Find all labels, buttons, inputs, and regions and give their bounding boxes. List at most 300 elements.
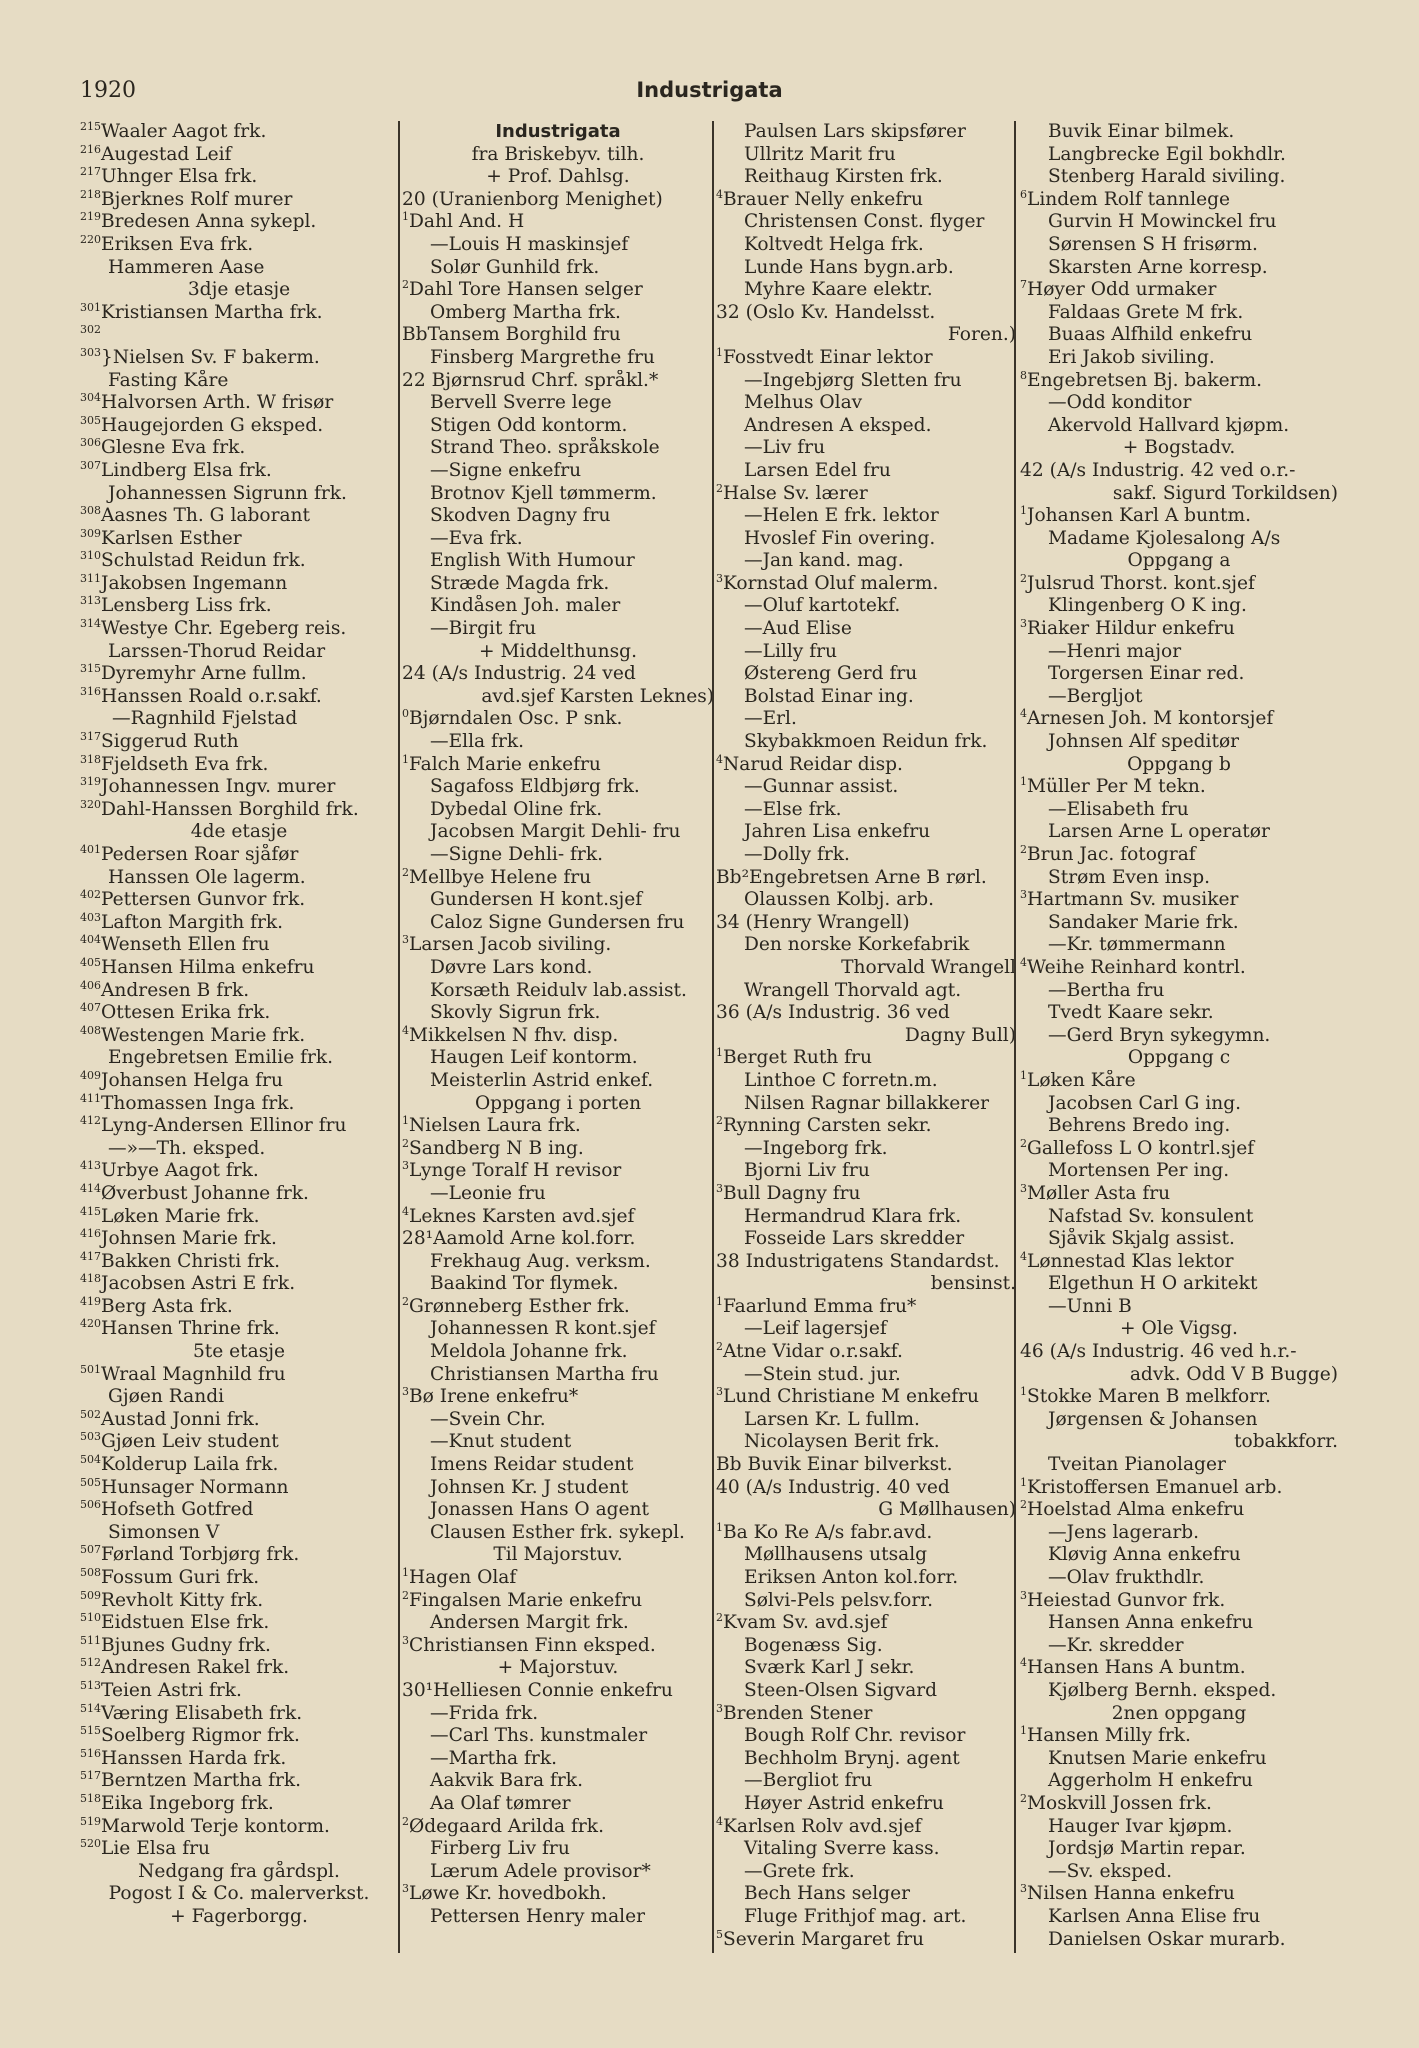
entry-text: Hansen Hans A buntm. [1027, 1657, 1246, 1679]
entry-number: 310 [80, 550, 101, 563]
entry-text: Skybakkmoen Reidun frk. [744, 731, 988, 753]
directory-line [80, 1477, 398, 1500]
entry-number: 4 [1020, 708, 1027, 721]
directory-line [1020, 234, 1338, 257]
entry-text: Berget Ruth fru [723, 1047, 872, 1069]
entry-number: 301 [80, 301, 101, 314]
directory-line [402, 1770, 714, 1793]
entry-text: Hagen Olaf [409, 1567, 517, 1588]
entry-number: 407 [80, 1002, 101, 1015]
entry-text: Hansen Thrine frk. [101, 1318, 280, 1340]
entry-number: 2 [402, 1137, 409, 1150]
entry-text: Bogenæss Sig. [744, 1634, 883, 1656]
directory-line [80, 1228, 398, 1251]
directory-line [716, 595, 1016, 618]
directory-line [80, 1002, 398, 1025]
entry-number: 409 [80, 1069, 101, 1082]
entry-number: 309 [80, 527, 101, 540]
directory-line [402, 731, 714, 754]
directory-line [402, 234, 714, 257]
directory-line [80, 370, 398, 393]
entry-text: Klingenberg O K ing. [1048, 595, 1247, 617]
entry-text: Uhnger Elsa frk. [101, 166, 258, 188]
entry-text: Dybedal Oline frk. [430, 798, 603, 820]
directory-line [402, 980, 714, 1003]
entry-text: Høyer Odd urmaker [1027, 279, 1217, 301]
entry-number: 3 [716, 1182, 723, 1195]
entry-text: Pedersen Roar sjåfør [101, 844, 299, 865]
entry-text: Jacobsen Carl G ing. [1048, 1092, 1242, 1114]
directory-line [716, 573, 1016, 596]
entry-text: Væring Elisabeth frk. [101, 1702, 303, 1724]
entry-number: 3 [1020, 618, 1027, 631]
directory-line [716, 1906, 1016, 1929]
entry-text: Larsen Jacob siviling. [409, 934, 612, 956]
entry-text: Andresen Rakel frk. [101, 1657, 290, 1679]
entry-number: 4 [1020, 1250, 1027, 1263]
directory-line [80, 980, 398, 1003]
directory-line [1020, 980, 1338, 1003]
entry-number: 1 [1020, 776, 1027, 789]
directory-line [1020, 550, 1338, 573]
directory-line [1020, 1070, 1338, 1093]
entry-number: 408 [80, 1024, 101, 1037]
entry-text: + Ole Vigsg. [1120, 1318, 1238, 1340]
directory-line [402, 1544, 714, 1567]
entry-text: Karlsen Esther [101, 527, 242, 549]
entry-number: 2 [402, 866, 409, 879]
directory-line [716, 370, 1016, 393]
entry-text: 38 Industrigatens Standardst. [716, 1250, 1000, 1272]
directory-line [716, 257, 1016, 280]
directory-line [402, 505, 714, 528]
directory-line [402, 1748, 714, 1771]
directory-line [80, 1522, 398, 1545]
directory-line [402, 1431, 714, 1454]
directory-line [80, 1544, 398, 1567]
directory-line [80, 1499, 398, 1522]
entry-text: Lindem Rolf tannlege [1027, 188, 1231, 210]
directory-line [402, 1567, 714, 1590]
directory-line [80, 1273, 398, 1296]
directory-line [1020, 1544, 1338, 1567]
directory-line [80, 392, 398, 415]
entry-text: Nafstad Sv. konsulent [1048, 1205, 1254, 1227]
entry-text: Aa Olaf tømrer [430, 1792, 571, 1814]
entry-text: Gjøen Leiv student [101, 1431, 279, 1453]
directory-line [1020, 1206, 1338, 1229]
directory-line [1020, 324, 1338, 347]
entry-number: 1 [716, 1295, 723, 1308]
directory-line [80, 641, 398, 664]
directory-line [80, 144, 398, 167]
entry-text: Arnesen Joh. M kontorsjef [1027, 708, 1274, 730]
entry-text: Wraal Magnhild fru [101, 1363, 286, 1385]
directory-line [716, 1183, 1016, 1206]
entry-text: Johannessen Ingv. murer [101, 776, 336, 798]
entry-text: —Leif lagersjef [744, 1318, 887, 1340]
directory-line [716, 889, 1016, 912]
entry-number: 215 [80, 121, 101, 133]
directory-line [402, 1341, 714, 1364]
entry-text: Andresen B frk. [101, 979, 250, 1001]
entry-text: Clausen Esther frk. sykepl. [430, 1521, 685, 1543]
entry-text: + Middelthunsg. [479, 640, 637, 662]
directory-line [1020, 708, 1338, 731]
directory-line [1020, 1115, 1338, 1138]
directory-line [80, 1861, 398, 1884]
directory-line [1020, 1296, 1338, 1319]
entry-text: Hartmann Sv. musiker [1027, 889, 1239, 911]
directory-line [80, 1138, 398, 1161]
entry-text: Simonsen V [108, 1521, 220, 1543]
directory-line [1020, 595, 1338, 618]
directory-line [80, 1206, 398, 1229]
entry-text: Dahl And. H [409, 211, 525, 233]
directory-line [402, 663, 714, 686]
directory-line [402, 121, 714, 144]
entry-text: Müller Per M tekn. [1027, 776, 1206, 798]
entry-text: Westye Chr. Egeberg reis. [101, 618, 347, 640]
entry-text: Bech Hans selger [744, 1883, 910, 1905]
directory-line [1020, 1567, 1338, 1590]
entry-text: —Lilly fru [744, 640, 837, 662]
directory-line [716, 1251, 1016, 1274]
entry-text: Pettersen Gunvor frk. [101, 889, 306, 911]
entry-text: Solør Gunhild frk. [430, 256, 600, 278]
entry-text: —Liv fru [744, 437, 826, 459]
directory-line [716, 437, 1016, 460]
entry-text: Hansen Anna enkefru [1048, 1612, 1254, 1634]
directory-line [80, 460, 398, 483]
entry-number: 305 [80, 414, 101, 427]
entry-number: 2 [1020, 1499, 1027, 1512]
directory-line [1020, 663, 1338, 686]
entry-text: Møllhausens utsalg [744, 1544, 928, 1566]
entry-text: Nedgang fra gårdspl. [138, 1860, 340, 1882]
entry-text: —Dolly frk. [744, 844, 850, 865]
directory-line [716, 550, 1016, 573]
entry-number: 220 [80, 233, 101, 246]
entry-number: 3 [1020, 1589, 1027, 1602]
directory-line [1020, 641, 1338, 664]
entry-text: + Prof. Dahlsg. [486, 166, 630, 188]
entry-text: Larsen Edel fru [744, 459, 891, 481]
directory-line [1020, 1160, 1338, 1183]
directory-line [402, 1138, 714, 1161]
directory-line [80, 1025, 398, 1048]
entry-text: —Bergliot fru [744, 1770, 873, 1792]
entry-text: Bø Irene enkefru* [409, 1386, 579, 1408]
entry-number: 306 [80, 437, 101, 450]
directory-line [716, 641, 1016, 664]
directory-line [1020, 257, 1338, 280]
entry-text: Østereng Gerd fru [744, 663, 918, 685]
directory-line [716, 776, 1016, 799]
entry-text: Aasnes Th. G laborant [101, 505, 310, 527]
entry-text: Karlsen Anna Elise fru [1048, 1905, 1261, 1927]
directory-line [402, 1816, 714, 1839]
directory-line [402, 889, 714, 912]
directory-line [1020, 1047, 1338, 1070]
entry-text: Hansen Milly frk. [1027, 1725, 1191, 1747]
entry-text: 34 (Henry Wrangell) [716, 911, 910, 933]
directory-line [80, 1816, 398, 1839]
entry-text: Buvik Einar bilmek. [1048, 121, 1235, 142]
entry-text: —Jens lagerarb. [1048, 1521, 1200, 1543]
entry-text: Nielsen Laura frk. [409, 1115, 581, 1137]
directory-line [1020, 867, 1338, 890]
directory-line [80, 1093, 398, 1116]
directory-line [80, 324, 398, 347]
entry-text: Sandaker Marie frk. [1048, 911, 1239, 933]
directory-line [80, 1838, 398, 1861]
directory-line [80, 618, 398, 641]
entry-text: Kristiansen Martha frk. [101, 301, 323, 323]
entry-text: Strand Theo. språkskole [430, 437, 660, 459]
directory-line [716, 1273, 1016, 1296]
directory-line [80, 279, 398, 302]
directory-line [1020, 1612, 1338, 1635]
directory-line [1020, 121, 1338, 144]
entry-text: Møller Asta fru [1027, 1182, 1171, 1204]
entry-text: Lund Christiane M enkefru [723, 1386, 980, 1408]
entry-number: 1 [402, 211, 409, 224]
entry-text: —Kr. tømmermann [1048, 934, 1226, 956]
entry-text: Lindberg Elsa frk. [101, 459, 272, 481]
entry-number: 513 [80, 1679, 101, 1692]
directory-line [80, 663, 398, 686]
entry-number: 404 [80, 934, 101, 947]
entry-text: Bredesen Anna sykepl. [101, 211, 317, 233]
entry-text: Lensberg Liss frk. [101, 595, 272, 617]
directory-line [80, 1160, 398, 1183]
entry-text: Fosseide Lars skredder [744, 1228, 965, 1250]
entry-text: Melhus Olav [744, 392, 863, 414]
entry-text: Larsen Arne L operatør [1048, 821, 1270, 843]
directory-line [1020, 1929, 1338, 1952]
directory-line [716, 867, 1016, 890]
entry-text: —Odd konditor [1048, 392, 1192, 414]
directory-line [80, 1251, 398, 1274]
entry-text: Hoelstad Alma enkefru [1027, 1499, 1245, 1521]
entry-number: 505 [80, 1476, 101, 1489]
entry-text: Aggerholm H enkefru [1048, 1770, 1253, 1792]
entry-text: Meisterlin Astrid enkef. [430, 1069, 654, 1091]
entry-text: —Else frk. [744, 798, 842, 820]
directory-line [1020, 1838, 1338, 1861]
entry-text: Kolderup Laila frk. [101, 1454, 279, 1476]
entry-text: Mikkelsen N fhv. disp. [409, 1024, 619, 1046]
entry-text: Bechholm Brynj. agent [744, 1747, 960, 1769]
entry-text: Johansen Karl A buntm. [1027, 505, 1252, 527]
entry-text: —Helen E frk. lektor [744, 505, 939, 527]
directory-line [402, 912, 714, 935]
entry-text: Kindåsen Joh. maler [430, 595, 621, 617]
directory-line [402, 370, 714, 393]
entry-number: 3 [402, 1160, 409, 1173]
entry-text: Dagny Bull) [904, 1024, 1016, 1046]
entry-text: Bough Rolf Chr. revisor [744, 1725, 966, 1747]
directory-line [402, 1318, 714, 1341]
directory-line [402, 957, 714, 980]
directory-line [716, 1093, 1016, 1116]
entry-text: Larssen-Thorud Reidar [108, 640, 326, 662]
directory-line [716, 279, 1016, 302]
directory-line [716, 1431, 1016, 1454]
directory-line [402, 1612, 714, 1635]
directory-line [80, 844, 398, 867]
directory-line [716, 1206, 1016, 1229]
directory-line [1020, 1183, 1338, 1206]
entry-number: 216 [80, 143, 101, 156]
entry-number: 3 [1020, 889, 1027, 902]
entry-text: Kjølberg Bernh. eksped. [1048, 1679, 1277, 1701]
entry-text: Atne Vidar o.r.sakf. [723, 1341, 903, 1363]
entry-text: —Birgit fru [430, 618, 537, 640]
directory-line [402, 1251, 714, 1274]
entry-text: Fluge Frithjof mag. art. [744, 1905, 967, 1927]
entry-text: Karlsen Rolv avd.sjef [723, 1815, 922, 1837]
directory-line [1020, 1454, 1338, 1477]
entry-text: Fosstvedt Einar lektor [723, 346, 933, 368]
entry-text: —Sv. eksped. [1048, 1860, 1172, 1882]
entry-number: 8 [1020, 369, 1027, 382]
directory-line [80, 211, 398, 234]
entry-number: 7 [1020, 279, 1027, 292]
directory-line [80, 437, 398, 460]
entry-text: Elgethun H O arkitekt [1048, 1273, 1258, 1295]
entry-text: Grønneberg Esther frk. [409, 1295, 630, 1317]
entry-text: avd.sjef Karsten Leknes) [481, 685, 714, 707]
directory-line [716, 1499, 1016, 1522]
directory-line [1020, 528, 1338, 551]
directory-line [716, 1386, 1016, 1409]
directory-line [80, 1748, 398, 1771]
entry-number: 1 [1020, 1725, 1027, 1738]
entry-text: Mellbye Helene fru [409, 866, 592, 888]
directory-line [80, 1612, 398, 1635]
entry-text: Løken Marie frk. [101, 1205, 260, 1227]
directory-line [716, 483, 1016, 506]
entry-text: Bakken Christi frk. [101, 1250, 281, 1272]
entry-number: 2 [1020, 1137, 1027, 1150]
directory-line [402, 1047, 714, 1070]
entry-text: —Kr. skredder [1048, 1634, 1184, 1656]
directory-line [80, 505, 398, 528]
entry-text: Kvam Sv. avd.sjef [723, 1612, 888, 1634]
directory-line [80, 302, 398, 325]
directory-line [716, 1635, 1016, 1658]
entry-number: 3 [716, 1702, 723, 1715]
directory-line [716, 460, 1016, 483]
directory-line [402, 324, 714, 347]
entry-number: 403 [80, 911, 101, 924]
directory-line [402, 641, 714, 664]
entry-text: Lie Elsa fru [101, 1838, 211, 1860]
entry-text: Wenseth Ellen fru [101, 934, 270, 956]
entry-number: 420 [80, 1318, 101, 1331]
entry-text: Meldola Johanne frk. [430, 1341, 628, 1363]
entry-text: 24 (A/s Industrig. 24 ved [402, 663, 636, 685]
directory-line [402, 618, 714, 641]
entry-text: —Ella frk. [430, 731, 525, 753]
entry-text: advk. Odd V B Bugge) [1129, 1363, 1338, 1385]
directory-line [716, 934, 1016, 957]
directory-line [1020, 1816, 1338, 1839]
directory-line [402, 799, 714, 822]
entry-text: Riaker Hildur enkefru [1027, 618, 1235, 640]
entry-text: Øverbust Johanne frk. [101, 1182, 309, 1204]
directory-line [80, 1454, 398, 1477]
directory-line [402, 1273, 714, 1296]
entry-text: + Fagerborgg. [170, 1905, 308, 1927]
entry-text: Bjørndalen Osc. P snk. [409, 708, 623, 730]
entry-text: —Aud Elise [744, 618, 852, 640]
directory-line [1020, 189, 1338, 212]
entry-text: Baakind Tor flymek. [430, 1273, 619, 1295]
directory-line [80, 189, 398, 212]
directory-line [402, 934, 714, 957]
directory-line [716, 1228, 1016, 1251]
entry-number: 2 [1020, 844, 1027, 856]
directory-line [80, 1364, 398, 1387]
entry-text: 20 (Uranienborg Menighet) [402, 188, 663, 210]
directory-line [716, 1070, 1016, 1093]
entry-text: Oppgang i porten [474, 1092, 642, 1114]
entry-text: Julsrud Thorst. kont.sjef [1027, 572, 1255, 594]
directory-line [716, 1748, 1016, 1771]
directory-line [716, 731, 1016, 754]
directory-line [80, 1070, 398, 1093]
entry-text: BbTansem Borghild fru [402, 324, 621, 346]
entry-number: 3 [1020, 1182, 1027, 1195]
directory-line [402, 257, 714, 280]
directory-line [1020, 460, 1338, 483]
directory-line [1020, 347, 1338, 370]
entry-number: 503 [80, 1431, 101, 1444]
entry-number: 501 [80, 1363, 101, 1376]
entry-text: Jonassen Hans O agent [430, 1499, 650, 1521]
entry-text: Kløvig Anna enkefru [1048, 1544, 1241, 1566]
directory-line [80, 821, 398, 844]
directory-line [1020, 754, 1338, 777]
directory-line [1020, 1273, 1338, 1296]
entry-number: 317 [80, 731, 101, 744]
entry-number: 507 [80, 1544, 101, 1557]
entry-text: Pogost I & Co. malerverkst. [108, 1883, 370, 1905]
directory-line [716, 821, 1016, 844]
entry-text: Mortensen Per ing. [1048, 1160, 1230, 1182]
entry-number: 1 [402, 1115, 409, 1128]
entry-number: 511 [80, 1634, 101, 1647]
directory-line [80, 550, 398, 573]
directory-line [1020, 1364, 1338, 1387]
entry-text: Fossum Guri frk. [101, 1567, 260, 1588]
entry-text: Jacobsen Margit Dehli- fru [430, 821, 681, 843]
entry-text: 28¹Aamold Arne kol.forr. [402, 1228, 636, 1250]
entry-text: 42 (A/s Industrig. 42 ved o.r.- [1020, 459, 1296, 481]
entry-text: Skovly Sigrun frk. [430, 1002, 601, 1024]
entry-number: 415 [80, 1205, 101, 1218]
directory-column-4 [1014, 121, 1338, 1953]
entry-text: Weihe Reinhard kontrl. [1027, 956, 1246, 978]
directory-line [80, 912, 398, 935]
directory-line [1020, 844, 1338, 867]
directory-line [716, 1883, 1016, 1906]
entry-text: Gundersen H kont.sjef [430, 889, 643, 911]
entry-text: Danielsen Oskar murarb. [1048, 1928, 1286, 1950]
